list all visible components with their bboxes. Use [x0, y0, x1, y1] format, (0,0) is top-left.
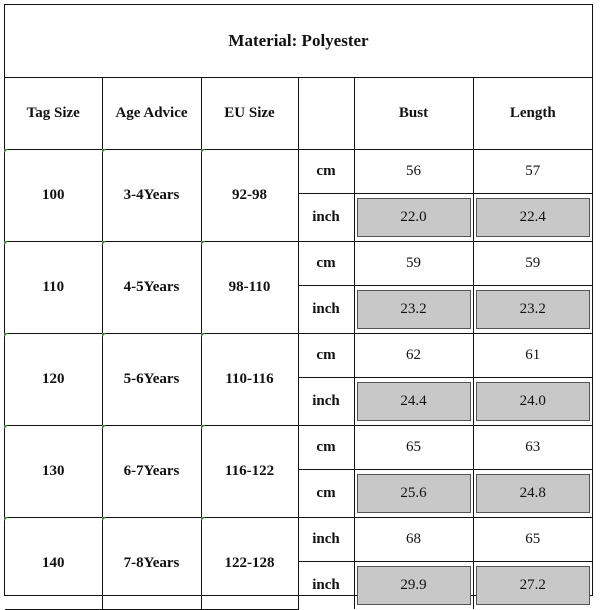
header-length: Length	[473, 77, 592, 150]
length-value-cell	[473, 194, 592, 242]
age-advice-cell	[102, 518, 201, 610]
unit-cell: cm	[298, 470, 354, 518]
bust-value-cell: 62	[354, 334, 473, 378]
header-tag-size: Tag Size	[5, 77, 102, 150]
tag-size-cell-text: 130	[42, 463, 65, 479]
eu-size-cell-text: 110-116	[225, 371, 274, 387]
eu-size-cell-text: 116-122	[224, 463, 275, 479]
cell-marker-icon	[4, 425, 8, 429]
eu-size-cell-text: 122-128	[224, 554, 275, 571]
tag-size-cell	[5, 426, 102, 518]
cell-marker-icon	[4, 333, 8, 337]
length-value-shaded: 24.8	[476, 474, 591, 513]
age-advice-cell	[102, 426, 201, 518]
tag-size-cell-text: 120	[42, 371, 65, 387]
bust-value-shaded: 22.0	[357, 198, 471, 237]
table-row	[5, 426, 592, 470]
cell-marker-icon	[102, 241, 106, 245]
unit-cell: inch	[298, 194, 354, 242]
bust-value-cell	[354, 470, 473, 518]
tag-size-cell-text: 140	[42, 554, 65, 571]
cell-marker-icon	[102, 517, 106, 521]
bust-value-cell: 68	[354, 518, 473, 562]
bust-value-shaded: 24.4	[357, 382, 471, 421]
bust-value-cell	[354, 378, 473, 426]
unit-cell: inch	[298, 378, 354, 426]
eu-size-cell-text: 98-110	[228, 279, 271, 295]
chart-title: Material: Polyester	[5, 5, 592, 78]
length-value-shaded: 23.2	[476, 290, 591, 329]
size-table	[5, 77, 592, 610]
header-eu-size: EU Size	[201, 77, 298, 150]
age-advice-cell	[102, 334, 201, 426]
unit-cell: inch	[298, 286, 354, 334]
size-chart	[4, 4, 593, 596]
tag-size-cell-text: 100	[42, 187, 65, 203]
unit-cell: cm	[298, 334, 354, 378]
cell-marker-icon	[201, 149, 205, 153]
age-advice-cell-text: 4-5Years	[123, 279, 180, 295]
unit-cell: inch	[298, 562, 354, 610]
length-value-shaded: 22.4	[476, 198, 591, 237]
tag-size-cell	[5, 242, 102, 334]
age-advice-cell-text: 5-6Years	[123, 371, 180, 387]
eu-size-cell-text: 92-98	[232, 187, 267, 203]
header-row	[5, 77, 592, 150]
tag-size-cell-text: 110	[42, 279, 65, 295]
cell-marker-icon	[4, 517, 8, 521]
length-value-shaded: 24.0	[476, 382, 591, 421]
unit-cell: cm	[298, 150, 354, 194]
tag-size-cell	[5, 334, 102, 426]
tag-size-cell	[5, 518, 102, 610]
length-value-cell	[473, 378, 592, 426]
cell-marker-icon	[4, 241, 8, 245]
bust-value-cell	[354, 286, 473, 334]
tag-size-cell	[5, 150, 102, 242]
eu-size-cell	[201, 334, 298, 426]
bust-value-cell	[354, 562, 473, 610]
bust-value-shaded: 29.9	[357, 566, 471, 605]
bust-value-shaded: 25.6	[357, 474, 471, 513]
cell-marker-icon	[201, 333, 205, 337]
cell-marker-icon	[201, 425, 205, 429]
header-unit	[298, 77, 354, 150]
length-value-cell: 57	[473, 150, 592, 194]
table-row	[5, 518, 592, 562]
bust-value-cell	[354, 194, 473, 242]
eu-size-cell	[201, 518, 298, 610]
age-advice-cell-text: 7-8Years	[123, 554, 180, 571]
unit-cell: inch	[298, 518, 354, 562]
length-value-cell: 63	[473, 426, 592, 470]
header-bust: Bust	[354, 77, 473, 150]
length-value-cell	[473, 286, 592, 334]
bust-value-shaded: 23.2	[357, 290, 471, 329]
eu-size-cell	[201, 150, 298, 242]
length-value-cell: 59	[473, 242, 592, 286]
length-value-cell: 61	[473, 334, 592, 378]
length-value-cell	[473, 470, 592, 518]
eu-size-cell	[201, 426, 298, 518]
cell-marker-icon	[102, 425, 106, 429]
age-advice-cell-text: 6-7Years	[123, 463, 180, 479]
bust-value-cell: 65	[354, 426, 473, 470]
header-age-advice: Age Advice	[102, 77, 201, 150]
age-advice-cell	[102, 150, 201, 242]
length-value-shaded: 27.2	[476, 566, 591, 605]
cell-marker-icon	[102, 149, 106, 153]
cell-marker-icon	[201, 517, 205, 521]
unit-cell: cm	[298, 242, 354, 286]
table-row	[5, 334, 592, 378]
cell-marker-icon	[201, 241, 205, 245]
cell-marker-icon	[4, 149, 8, 153]
table-row	[5, 242, 592, 286]
length-value-cell	[473, 562, 592, 610]
bust-value-cell: 56	[354, 150, 473, 194]
length-value-cell: 65	[473, 518, 592, 562]
table-row	[5, 150, 592, 194]
age-advice-cell-text: 3-4Years	[123, 187, 180, 203]
cell-marker-icon	[102, 333, 106, 337]
eu-size-cell	[201, 242, 298, 334]
bust-value-cell: 59	[354, 242, 473, 286]
unit-cell: cm	[298, 426, 354, 470]
age-advice-cell	[102, 242, 201, 334]
